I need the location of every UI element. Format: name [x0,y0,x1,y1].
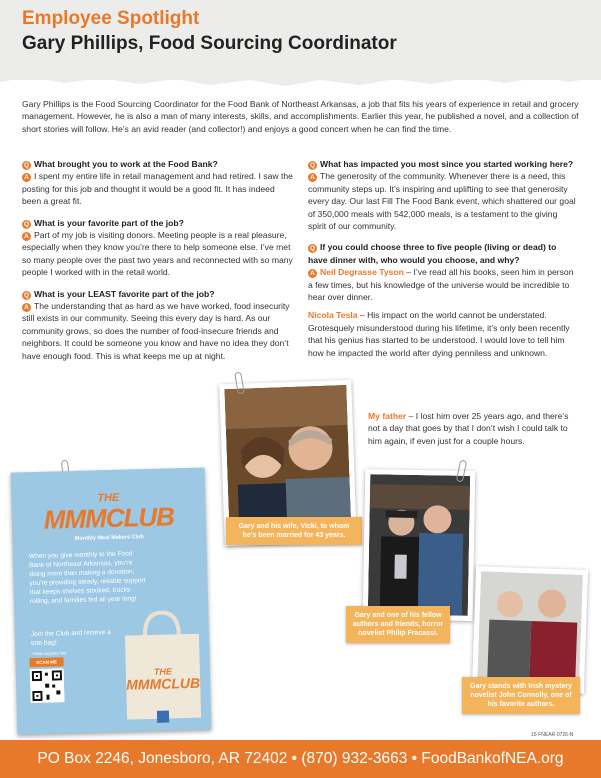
photo-caption: Gary stands with Irish mystery novelist John Connolly, one of his favorite authors. [462,677,580,714]
question-text: What is your favorite part of the job? [34,217,184,228]
flyer-subtitle: Monthly Meal Makers Club [74,534,144,542]
page-title: Gary Phillips, Food Sourcing Coordinator [22,33,397,54]
question-badge-icon: Q [23,162,30,169]
qa-block [308,158,576,232]
answer-badge-icon: A [22,232,31,241]
flyer-body: When you give monthly to the Food Bank of Northeast Arkansas, you’re doing more than making a donation, you’re providing steady, reliable support that keeps shelves stocked, trucks rolling, and families fed all year long! [28,550,146,606]
flyer-cta: Join the Club and recieve a tote bag! [30,629,111,648]
svg-text:MMMCLUB: MMMCLUB [126,674,201,693]
qa-block [22,158,294,208]
question-text: What brought you to work at the Food Bank? [34,159,218,169]
footer-contact: PO Box 2246, Jonesboro, AR 72402 • (870) 932-3663 • FoodBankofNEA.org [37,750,564,767]
torn-paper-edge [0,70,601,92]
answer-text: The understanding that as hard as we have worked, food insecurity still exists in our community. Seeing this every day is hard. As our community grows, so does the number of food-insecure friends and neighbors. It could be someone you know and have no idea they don’t have enough food. This is what keeps me up at night. [22,301,290,361]
photo-gary-connolly-image [477,571,583,688]
answer-badge-icon: A [22,173,31,182]
tote-bag-icon [118,608,207,722]
scan-me-label: SCAN ME [29,657,63,667]
question-badge-icon: Q [23,291,30,299]
right-column [308,158,576,359]
qa-block [22,217,294,279]
dinner-guest-reason: – His impact on the world cannot be understated. Grotesquely misunderstood during his lifetime, it’s only been recently that his genius has started to be understood. I would love to tell him how he impacted the world after dying penniless and unknown. [308,310,570,358]
mmm-club-flyer [11,468,212,735]
svg-text:THE: THE [153,666,172,677]
page-kicker: Employee Spotlight [22,8,200,29]
answer-text: The generosity of the community. Whenever there is a need, this community steps up. It’s inspiring and uplifting to see that generosity every day. Our last Fill The Food Bank event, which shattered our goal of 350,000 meals with 542,000 meals, is a testament to the giving spirit of our community. [308,171,576,232]
dinner-guest-father [368,410,576,447]
question-badge-icon: Q [309,245,316,253]
question-text: What is your LEAST favorite part of the job? [34,288,215,299]
qr-code-icon[interactable] [30,668,65,703]
question-text: What has impacted you most since you started working here? [320,159,574,169]
dinner-guest-reason: – I’ve read all his books, seen him in person a few times, but his knowledge of the universe would be incredible to hear over dinner. [308,267,574,303]
answer-badge-icon: A [22,303,31,312]
answer-badge-icon: A [308,269,317,278]
question-text: If you could choose three to five people (living or dead) to have dinner with, who would you choose, and why? [308,242,557,265]
qa-block [22,288,294,362]
left-column [22,158,294,371]
question-badge-icon: Q [23,220,30,228]
photo-caption: Gary and one of his fellow authors and friends, horror novelist Philip Fracassi. [346,606,450,643]
dinner-guest-name: Nicola Tesla [308,310,358,321]
flyer-logo-line1: THE [97,491,120,505]
qa-block [308,241,576,359]
answer-badge-icon: A [308,173,317,182]
answer-text: I spent my entire life in retail management and had retired. I saw the posting for this job and thought it would be a good fit. It has indeed been a great fit. [22,171,293,207]
flyer-note: *While supplies last [31,650,67,657]
flyer-logo: MMMCLUB [43,501,175,535]
photo-caption: Gary and his wife, Vicki, to whom he's been married for 43 years. [226,517,362,545]
intro-paragraph: Gary Phillips is the Food Sourcing Coordinator for the Food Bank of Northeast Arkansas, a job that fits his years of experience in retail and grocery management. However, he is also a man of many interests, skills, and accomplishments. Earlier this year, he published a novel, and a collection of short stories will follow. He’s an avid reader (and collector!) and enjoys a good concert when he can find the time. [22,99,579,134]
photo-gary-fracassi-image [368,474,470,616]
dinner-guest-name: My father [368,411,407,421]
photo-gary-and-connolly [472,566,588,694]
food-bank-logo-icon [157,711,169,723]
footer-code: 15-FNEAR-0726-N [531,732,574,738]
dinner-guest-reason: – I lost him over 25 years ago, and there’s not a day that goes by that I don’t wish I could talk to him again, if even just for a couple hours. [368,411,569,446]
photo-gary-and-fracassi [363,469,476,621]
dinner-guest-name: Neil Degrasse Tyson [320,267,404,278]
answer-text: Part of my job is visiting donors. Meeting people is a real pleasure, especially when they know you’re there to help someone else. I’ve met so many people over the past two years and reconnected with so many people I worked with in the retail world. [22,230,293,278]
question-badge-icon: Q [309,162,316,169]
